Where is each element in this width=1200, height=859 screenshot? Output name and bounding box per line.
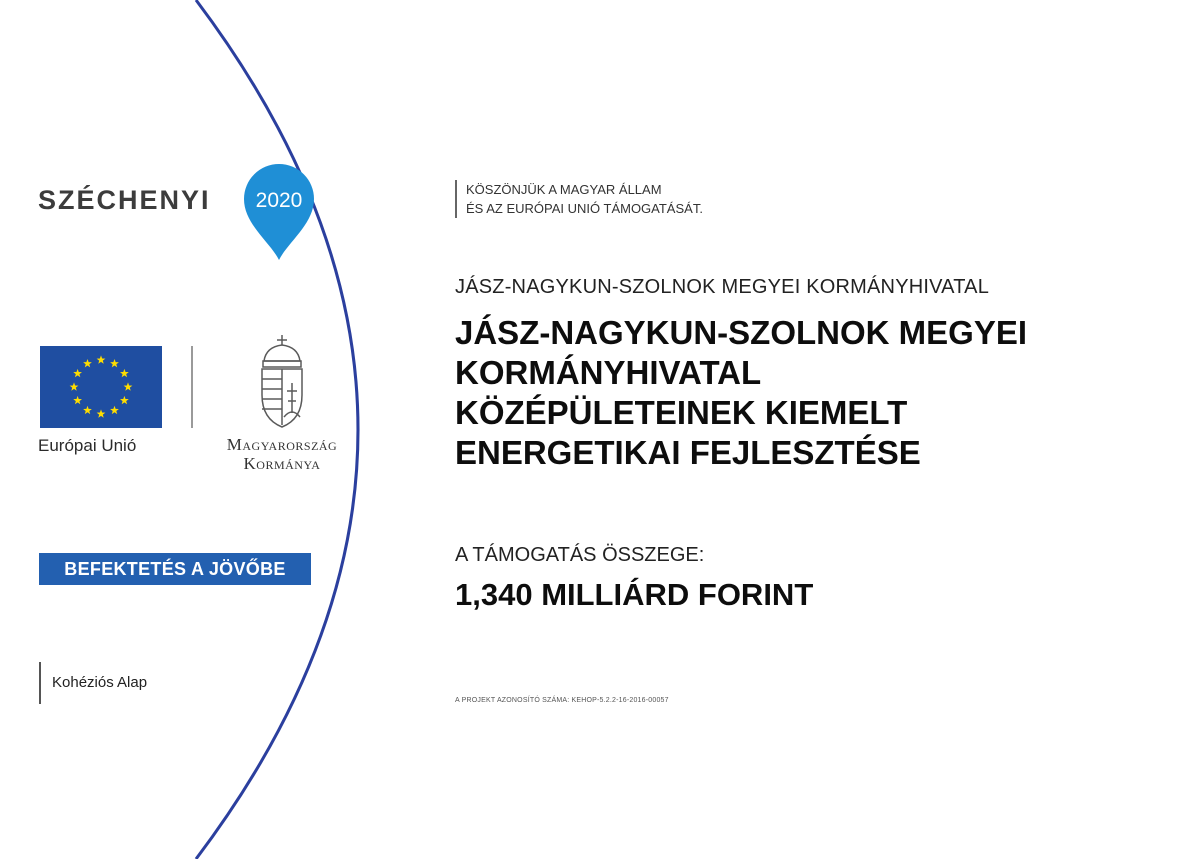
government-line-2: Kormánya [243,454,321,473]
fund-divider [39,662,41,704]
support-label: A TÁMOGATÁS ÖSSZEGE: [455,544,705,566]
project-title-line: JÁSZ-NAGYKUN-SZOLNOK MEGYEI [455,314,1028,351]
thanks-text [466,180,703,218]
support-amount: 1,340 MILLIÁRD FORINT [455,577,814,612]
thanks-line-1: KÖSZÖNJÜK A MAGYAR ÁLLAM [466,182,662,197]
coat-of-arms-icon [254,333,310,431]
thanks-divider [455,180,457,218]
project-title-line: KORMÁNYHIVATAL [455,354,762,391]
szechenyi-wordmark: SZÉCHENYI [38,185,211,215]
project-title-line: KÖZÉPÜLETEINEK KIEMELT [455,394,908,431]
szechenyi-year: 2020 [255,189,303,212]
location-pin-icon [240,162,318,262]
logo-divider [191,346,193,428]
eu-label: Európai Unió [38,436,137,455]
project-title-line: ENERGETIKAI FEJLESZTÉSE [455,434,921,471]
government-line-1: Magyarország [226,435,338,454]
government-label [206,435,358,473]
beneficiary-name: JÁSZ-NAGYKUN-SZOLNOK MEGYEI KORMÁNYHIVATAL [455,276,990,298]
fund-label: Kohéziós Alap [52,674,148,691]
project-id: A PROJEKT AZONOSÍTÓ SZÁMA: KEHOP-5.2.2-16-2016-00057 [455,697,669,704]
eu-flag-icon [40,346,162,428]
project-title [455,313,1185,473]
thanks-line-2: ÉS AZ EURÓPAI UNIÓ TÁMOGATÁSÁT. [466,201,703,216]
investment-banner: BEFEKTETÉS A JÖVŐBE [39,553,311,585]
